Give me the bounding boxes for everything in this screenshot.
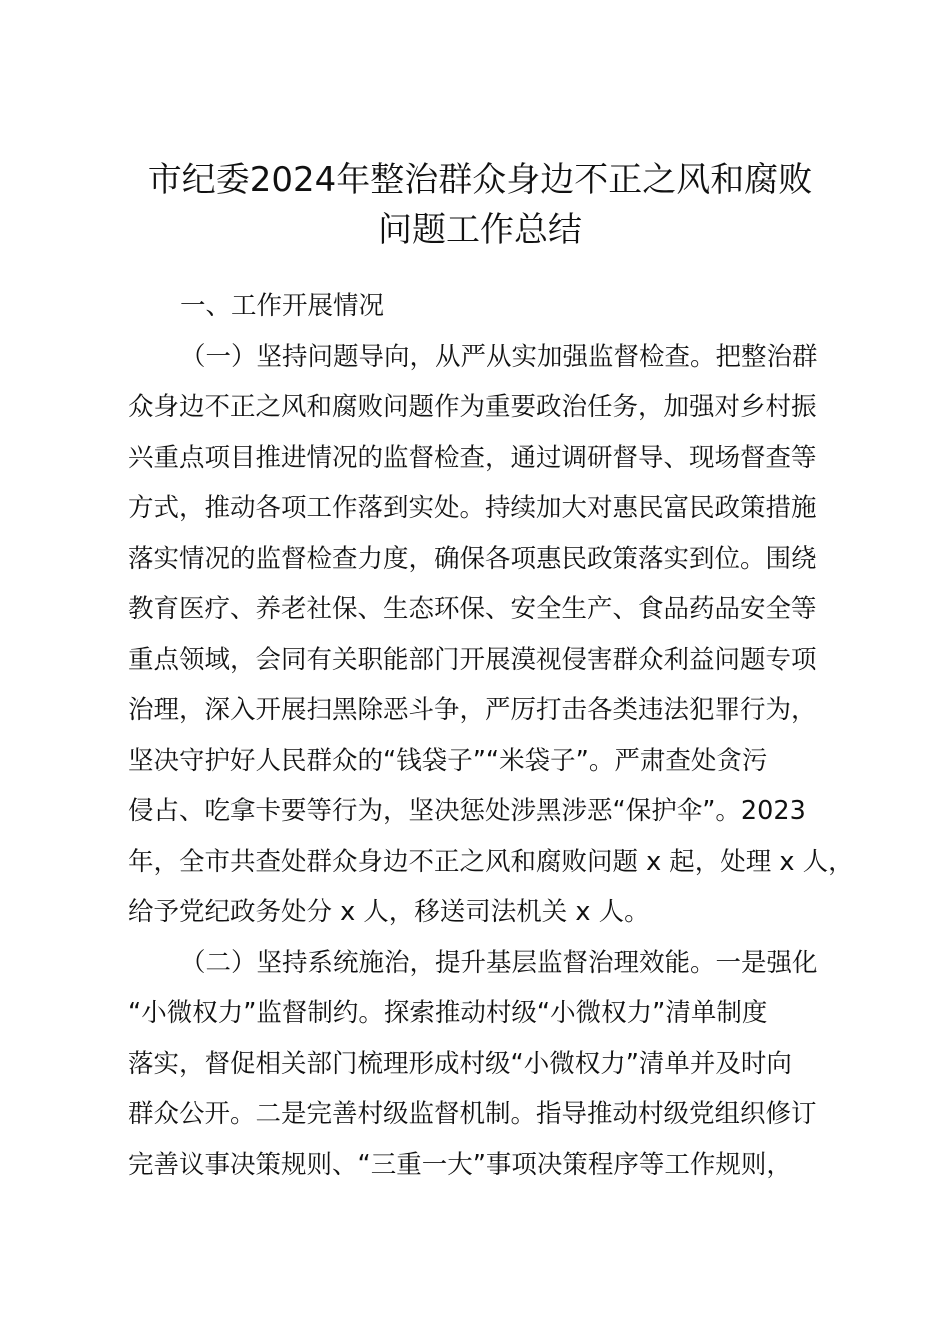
- paragraph-line: 治理，深入开展扫黑除恶斗争，严厉打击各类违法犯罪行为，: [128, 695, 817, 725]
- paragraph-line: 落实情况的监督检查力度，确保各项惠民政策落实到位。围绕: [128, 543, 817, 574]
- paragraph-line: 方式，推动各项工作落到实处。持续加大对惠民富民政策措施: [128, 493, 817, 523]
- document-title: [120, 155, 840, 255]
- document-body: [128, 281, 868, 1190]
- paragraph-line: 落实，督促相关部门梳理形成村级“小微权力”清单并及时向: [128, 1048, 792, 1079]
- paragraph-line: 群众公开。二是完善村级监督机制。指导推动村级党组织修订: [128, 1099, 817, 1129]
- section-heading: 一、工作开展情况: [180, 291, 385, 321]
- paragraph-line: 给予党纪政务处分 x 人，移送司法机关 x 人。: [128, 897, 650, 927]
- paragraph-line: “小微权力”监督制约。探索推动村级“小微权力”清单制度: [128, 998, 768, 1028]
- paragraph-line: （一）坚持问题导向，从严从实加强监督检查。把整治群: [180, 341, 818, 372]
- paragraph-line: 众身边不正之风和腐败问题作为重要政治任务，加强对乡村振: [128, 392, 817, 422]
- paragraph-line: 教育医疗、养老社保、生态环保、安全生产、食品药品安全等: [128, 594, 817, 624]
- title-line-1: 市纪委2024年整治群众身边不正之风和腐败: [147, 160, 813, 200]
- paragraph-line: 年，全市共查处群众身边不正之风和腐败问题 x 起，处理 x 人，: [128, 846, 854, 877]
- paragraph-line: 重点领域，会同有关职能部门开展漠视侵害群众利益问题专项: [128, 644, 817, 675]
- paragraph-line: 坚决守护好人民群众的“钱袋子”“米袋子”。严肃查处贪污: [128, 745, 768, 776]
- paragraph-line: 完善议事决策规则、“三重一大”事项决策程序等工作规则，: [128, 1149, 792, 1180]
- paragraph-line: （二）坚持系统施治，提升基层监督治理效能。一是强化: [180, 947, 818, 978]
- title-line-2: 问题工作总结: [378, 210, 582, 250]
- paragraph-line: 兴重点项目推进情况的监督检查，通过调研督导、现场督查等: [128, 442, 817, 473]
- paragraph-line: 侵占、吃拿卡要等行为，坚决惩处涉黑涉恶“保护伞”。2023: [128, 796, 806, 826]
